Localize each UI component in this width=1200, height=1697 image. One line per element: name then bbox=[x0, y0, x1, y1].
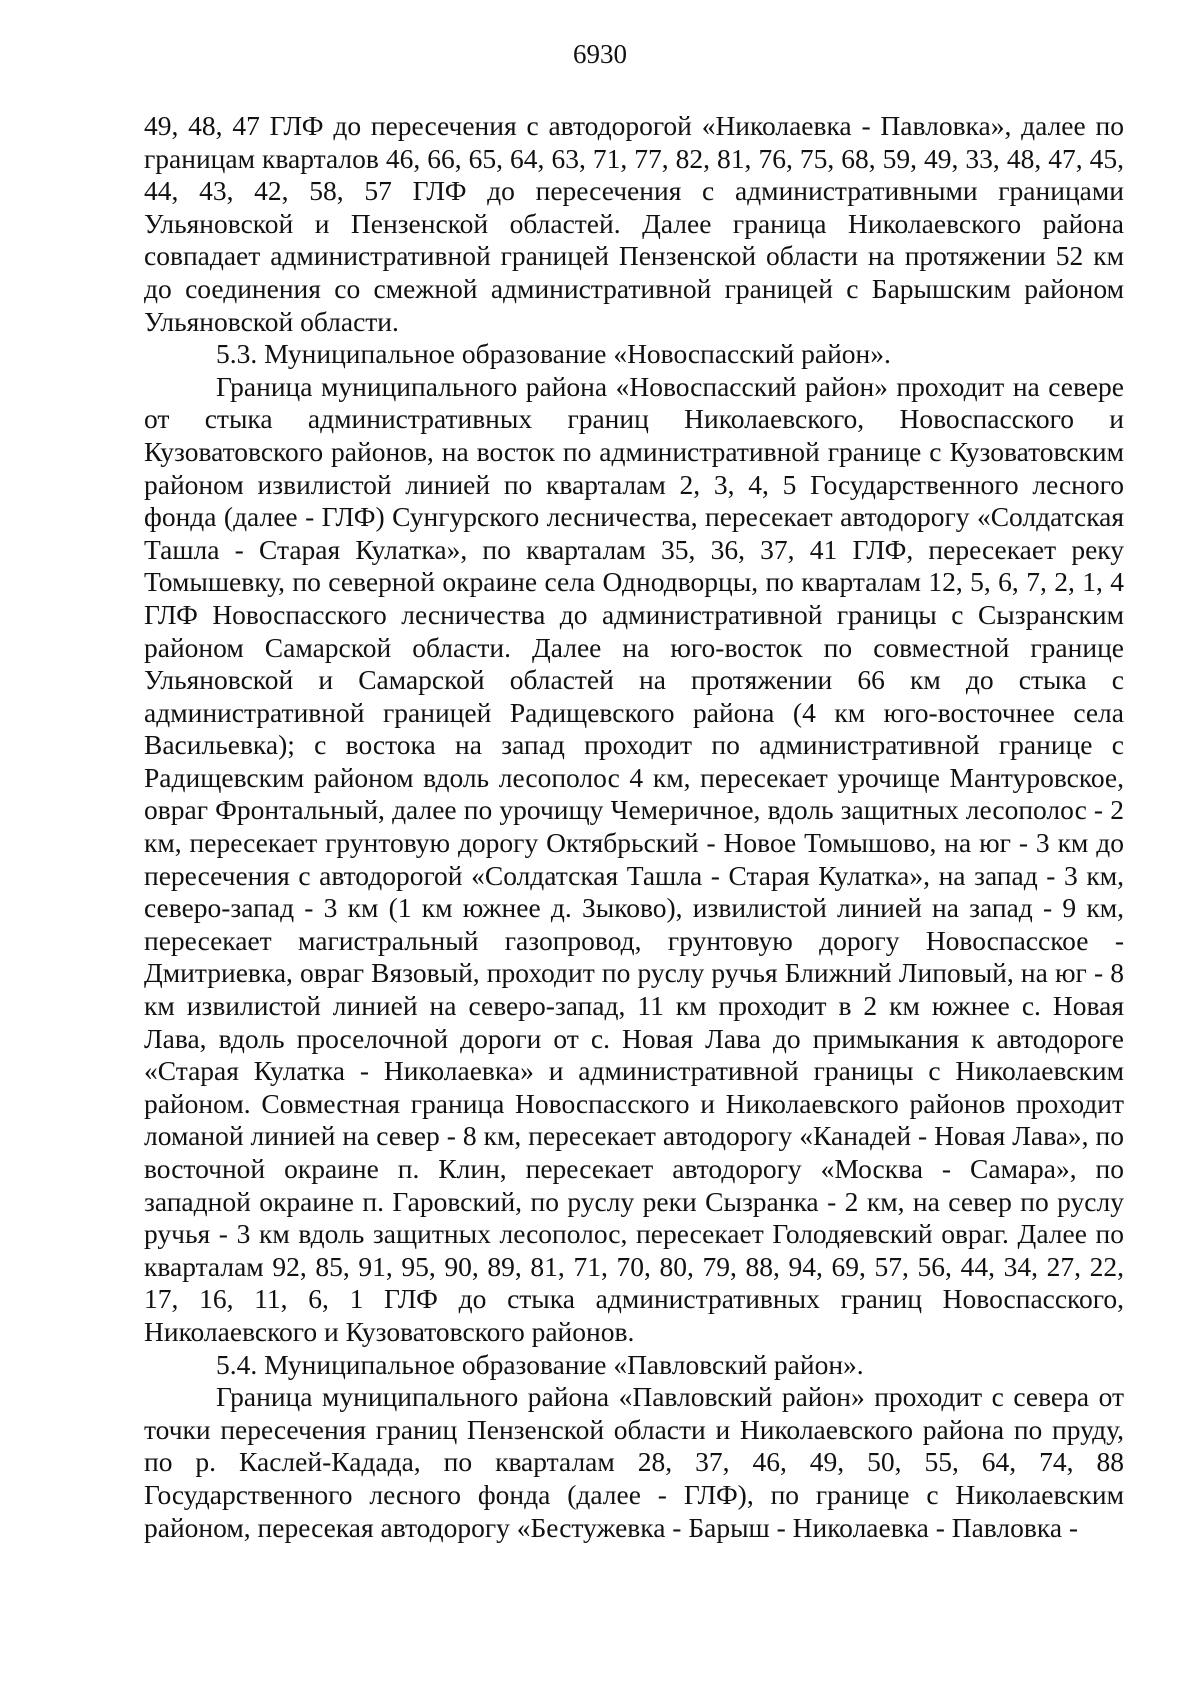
paragraph-novospassky-boundary: Граница муниципального района «Новоспасский район» проходит на севере от стыка административных границ Николаевского, Новоспасского и Кузоватовского районов, на восток по административной границе с Кузоватовским районом извилистой линией по кварталам 2, 3, 4, 5 Государственного лесного фонда (далее - ГЛФ) Сунгурского лесничества, пересекает автодорогу «Солдатская Ташла - Старая Кулатка», по кварталам 35, 36, 37, 41 ГЛФ, пересекает реку Томышевку, по северной окраине села Однодворцы, по кварталам 12, 5, 6, 7, 2, 1, 4 ГЛФ Новоспасского лесничества до административной границы с Сызранским районом Самарской области. Далее на юго-восток по совместной границе Ульяновской и Самарской областей на протяжении 66 км до стыка с административной границей Радищевского района (4 км юго-восточнее села Васильевка); с востока на запад проходит по административной границе с Радищевским районом вдоль лесополос 4 км, пересекает урочище Мантуровское, овраг Фронтальный, далее по урочищу Чемеричное, вдоль защитных лесополос - 2 км, пересекает грунтовую дорогу Октябрьский - Новое Томышово, на юг - 3 км до пересечения с автодорогой «Солдатская Ташла - Старая Кулатка», на запад - 3 км, северо-запад - 3 км (1 км южнее д. Зыково), извилистой линией на запад - 9 км, пересекает магистральный газопровод, грунтовую дорогу Новоспасское - Дмитриевка, овраг Вязовый, проходит по руслу ручья Ближний Липовый, на юг - 8 км извилистой линией на северо-запад, 11 км проходит в 2 км южнее с. Новая Лава, вдоль проселочной дороги от с. Новая Лава до примыкания к автодороге «Старая Кулатка - Николаевка» и административной границы с Николаевским районом. Совместная граница Новоспасского и Николаевского районов проходит ломаной линией на север - 8 км, пересекает автодорогу «Канадей - Новая Лава», по восточной окраине п. Клин, пересекает автодорогу «Москва - Самара», по западной окраине п. Гаровский, по руслу реки Сызранка - 2 км, на север по руслу ручья - 3 км вдоль защитных лесополос, пересекает Голодяевский овраг. Далее по кварталам 92, 85, 91, 95, 90, 89, 81, 71, 70, 80, 79, 88, 94, 69, 57, 56, 44, 34, 27, 22, 17, 16, 11, 6, 1 ГЛФ до стыка административных границ Новоспасского, Николаевского и Кузоватовского районов. bbox=[144, 370, 1124, 1347]
page-number: 6930 bbox=[573, 39, 627, 69]
section-heading-5-4: 5.4. Муниципальное образование «Павловский район». bbox=[216, 1348, 864, 1380]
document-body bbox=[144, 110, 1124, 1544]
paragraph-pavlovsky-boundary: Граница муниципального района «Павловский район» проходит с севера от точки пересечения границ Пензенской области и Николаевского района по пруду, по р. Каслей-Кадада, по кварталам 28, 37, 46, 49, 50, 55, 64, 74, 88 Государственного лесного фонда (далее - ГЛФ), по границе с Николаевским районом, пересекая автодорогу «Бестужевка - Барыш - Николаевка - Павловка - bbox=[144, 1381, 1124, 1543]
section-heading-5-3: 5.3. Муниципальное образование «Новоспасский район». bbox=[216, 338, 891, 370]
paragraph-continuation: 49, 48, 47 ГЛФ до пересечения с автодорогой «Николаевка - Павловка», далее по границам кварталов 46, 66, 65, 64, 63, 71, 77, 82, 81, 76, 75, 68, 59, 49, 33, 48, 47, 45, 44, 43, 42, 58, 57 ГЛФ до пересечения с административными границами Ульяновской и Пензенской областей. Далее граница Николаевского района совпадает административной границей Пензенской области на протяжении 52 км до соединения со смежной административной границей с Барышским районом Ульяновской области. bbox=[144, 110, 1124, 337]
